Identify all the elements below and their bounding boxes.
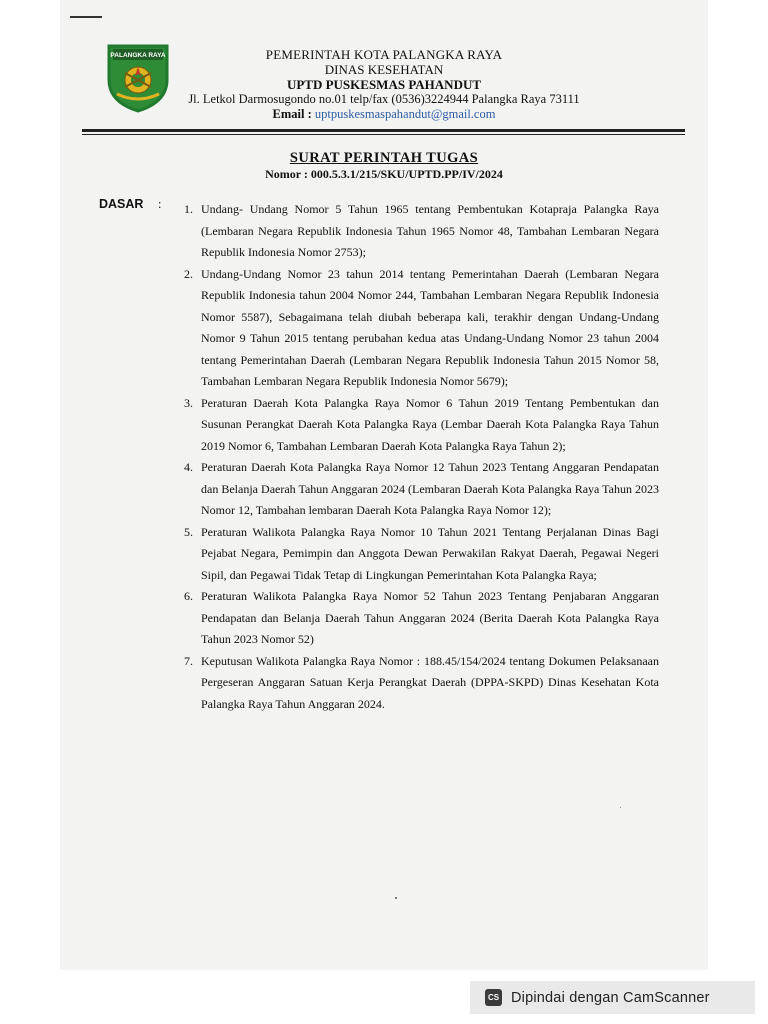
- svg-text:PALANGKA RAYA: PALANGKA RAYA: [110, 52, 166, 59]
- item-number: 4.: [184, 460, 193, 474]
- item-number: 7.: [184, 653, 193, 668]
- item-number: 1.: [184, 202, 193, 216]
- camscanner-icon: CS: [485, 989, 502, 1006]
- letterhead: [170, 47, 598, 122]
- government-name: PEMERINTAH KOTA PALANGKA RAYA: [265, 47, 503, 62]
- dasar-colon: :: [158, 197, 162, 211]
- letterhead-rule-thick: [82, 129, 685, 132]
- letterhead-rule-thin: [82, 134, 685, 135]
- item-number: 6.: [184, 589, 193, 603]
- unit-name: UPTD PUSKESMAS PAHANDUT: [286, 77, 482, 92]
- list-item: [184, 264, 659, 393]
- document-title: SURAT PERINTAH TUGAS: [289, 150, 479, 166]
- item-text: Keputusan Walikota Palangka Raya Nomor : 188.45/154/2024 tentang Dokumen Pelaksanaan Pergeseran Anggaran Satuan Kerja Perangkat Daerah (DPPA-SKPD) Dinas Kesehatan Kota Palangka Raya Tahun Anggaran 2024.: [201, 653, 659, 711]
- item-number: 5.: [184, 524, 193, 539]
- watermark-text: Dipindai dengan CamScanner: [511, 989, 710, 1006]
- item-number: 3.: [184, 395, 193, 410]
- list-item: [184, 199, 659, 264]
- list-item: [184, 586, 659, 651]
- item-text: Undang- Undang Nomor 5 Tahun 1965 tentang Pembentukan Kotapraja Palangka Raya (Lembaran Negara Republik Indonesia Tahun 1965 Nomor 48, Tambahan Lembaran Negara Republik Indonesia Nomor 2753);: [201, 202, 659, 259]
- item-text: Undang-Undang Nomor 23 tahun 2014 tentang Pemerintahan Daerah (Lembaran Negara Republik Indonesia tahun 2004 Nomor 244, Tambahan Lembaran Negara Republik Indonesia Nomor 5587), Sebagaimana telah diubah beberapa kali, terakhir dengan Undang-Undang Nomor 9 Tahun 2015 tentang perubahan kedua atas Undang-Undang Nomor 23 tahun 2004 tentang Pemerintahan Daerah (Lembaran Negara Republik Indonesia Tahun 2015 Nomor 58, Tambahan Lembaran Negara Republik Indonesia Nomor 5679);: [201, 266, 659, 388]
- item-text: Peraturan Walikota Palangka Raya Nomor 10 Tahun 2021 Tentang Perjalanan Dinas Bagi Pejabat Negara, Pemimpin dan Anggota Dewan Perwakilan Rakyat Daerah, Pegawai Negeri Sipil, dan Pegawai Tidak Tetap di Lingkungan Pemerintahan Kota Palangka Raya;: [201, 524, 659, 582]
- scan-mark: [70, 16, 102, 18]
- item-number: 2.: [184, 266, 193, 281]
- list-item: [184, 651, 659, 716]
- legal-basis-list: [184, 199, 659, 715]
- dasar-label: DASAR: [99, 197, 144, 211]
- item-text: Peraturan Walikota Palangka Raya Nomor 52 Tahun 2023 Tentang Penjabaran Anggaran Pendapatan dan Belanja Daerah Tahun Anggaran 2024 (Berita Daerah Kota Palangka Raya Tahun 2023 Nomor 52): [201, 589, 659, 646]
- camscanner-watermark: [470, 981, 755, 1014]
- document-number: Nomor : 000.5.3.1/215/SKU/UPTD.PP/IV/2024: [265, 167, 503, 181]
- email-address: uptpuskesmaspahandut@gmail.com: [314, 107, 496, 121]
- scan-speck: [620, 807, 621, 808]
- list-item: [184, 457, 659, 522]
- scan-speck: [395, 897, 397, 899]
- email-label: Email :: [272, 107, 312, 121]
- item-text: Peraturan Daerah Kota Palangka Raya Nomor 6 Tahun 2019 Tentang Pembentukan dan Susunan Perangkat Daerah Kota Palangka Raya (Lembar Daerah Kota Palangka Raya Tahun 2019 Nomor 6, Tambahan Lembaran Daerah Kota Palangka Raya Tahun 2);: [201, 395, 659, 453]
- department-name: DINAS KESEHATAN: [324, 62, 444, 77]
- palangka-raya-emblem-icon: [103, 40, 173, 114]
- address: Jl. Letkol Darmosugondo no.01 telp/fax (0536)3224944 Palangka Raya 73111: [188, 92, 580, 106]
- list-item: [184, 393, 659, 458]
- email-line: [170, 107, 598, 122]
- item-text: Peraturan Daerah Kota Palangka Raya Nomor 12 Tahun 2023 Tentang Anggaran Pendapatan dan Belanja Daerah Tahun Anggaran 2024 (Lembaran Daerah Kota Palangka Raya Tahun 2023 Nomor 12, Tambahan lembaran Daerah Kota Palangka Raya Nomor 12);: [201, 460, 659, 517]
- list-item: [184, 522, 659, 587]
